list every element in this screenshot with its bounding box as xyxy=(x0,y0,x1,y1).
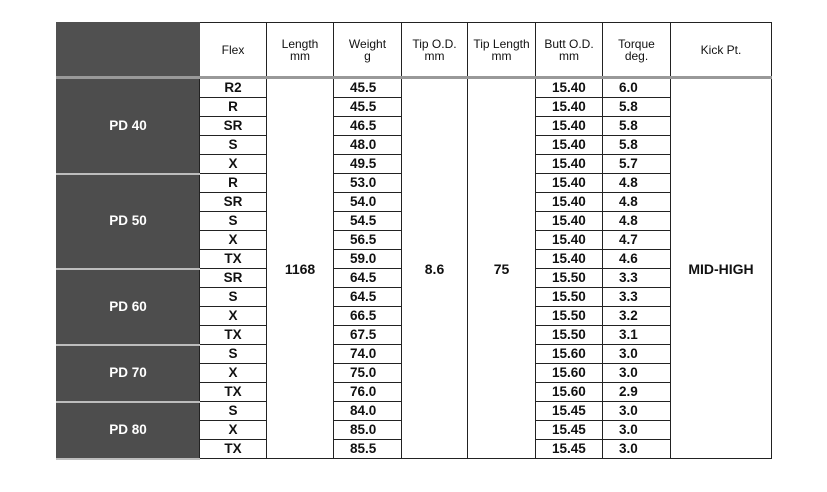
flex-header xyxy=(200,23,267,78)
weight-cell: 85.5 xyxy=(334,440,402,459)
butt-od-cell: 15.40 xyxy=(536,212,603,231)
model-name-cell: PD 50 xyxy=(57,174,200,269)
flex-cell: R xyxy=(200,174,267,193)
butt-od-header xyxy=(536,23,603,78)
butt-od-cell: 15.60 xyxy=(536,383,603,402)
butt-od-cell: 15.45 xyxy=(536,402,603,421)
butt-od-cell: 15.40 xyxy=(536,155,603,174)
flex-cell: X xyxy=(200,307,267,326)
tip-length-header-unit: mm xyxy=(491,48,512,63)
butt-od-cell: 15.60 xyxy=(536,364,603,383)
flex-cell: TX xyxy=(200,250,267,269)
flex-cell: S xyxy=(200,402,267,421)
flex-cell: TX xyxy=(200,383,267,402)
tip-length-header xyxy=(468,23,536,78)
torque-cell: 5.8 xyxy=(603,136,671,155)
weight-cell: 76.0 xyxy=(334,383,402,402)
weight-cell: 64.5 xyxy=(334,288,402,307)
weight-cell: 75.0 xyxy=(334,364,402,383)
flex-cell: X xyxy=(200,231,267,250)
tip-od-cell: 8.6 xyxy=(402,78,468,459)
length-cell: 1168 xyxy=(267,78,334,459)
torque-cell: 3.0 xyxy=(603,345,671,364)
butt-od-cell: 15.40 xyxy=(536,250,603,269)
weight-header xyxy=(334,23,402,78)
weight-cell: 59.0 xyxy=(334,250,402,269)
weight-cell: 48.0 xyxy=(334,136,402,155)
weight-cell: 54.5 xyxy=(334,212,402,231)
table-row xyxy=(57,78,772,98)
flex-cell: R xyxy=(200,98,267,117)
torque-cell: 4.7 xyxy=(603,231,671,250)
torque-cell: 6.0 xyxy=(603,78,671,98)
weight-cell: 53.0 xyxy=(334,174,402,193)
model-header xyxy=(57,23,200,78)
butt-od-cell: 15.50 xyxy=(536,307,603,326)
torque-cell: 5.8 xyxy=(603,98,671,117)
tip-od-header-label: Tip O.D. xyxy=(412,36,457,51)
shaft-spec-table xyxy=(56,22,772,460)
torque-cell: 2.9 xyxy=(603,383,671,402)
flex-cell: S xyxy=(200,212,267,231)
flex-cell: X xyxy=(200,364,267,383)
butt-od-header-unit: mm xyxy=(559,48,579,63)
weight-cell: 66.5 xyxy=(334,307,402,326)
model-name-cell: PD 70 xyxy=(57,345,200,402)
torque-cell: 4.8 xyxy=(603,193,671,212)
weight-cell: 54.0 xyxy=(334,193,402,212)
butt-od-cell: 15.50 xyxy=(536,326,603,345)
tip-od-header-unit: mm xyxy=(424,48,445,63)
flex-cell: SR xyxy=(200,117,267,136)
butt-od-cell: 15.40 xyxy=(536,136,603,155)
weight-cell: 45.5 xyxy=(334,78,402,98)
butt-od-cell: 15.40 xyxy=(536,231,603,250)
length-header-label: Length xyxy=(281,36,319,51)
model-name-cell: PD 60 xyxy=(57,269,200,345)
torque-cell: 3.2 xyxy=(603,307,671,326)
butt-od-cell: 15.50 xyxy=(536,269,603,288)
torque-cell: 3.0 xyxy=(603,440,671,459)
butt-od-cell: 15.40 xyxy=(536,98,603,117)
butt-od-cell: 15.40 xyxy=(536,174,603,193)
torque-cell: 3.0 xyxy=(603,364,671,383)
torque-cell: 3.0 xyxy=(603,402,671,421)
flex-cell: R2 xyxy=(200,78,267,98)
kick-pt-header-label: Kick Pt. xyxy=(700,42,742,57)
weight-cell: 74.0 xyxy=(334,345,402,364)
flex-header-label: Flex xyxy=(221,42,245,57)
tip-od-header xyxy=(402,23,468,78)
weight-cell: 46.5 xyxy=(334,117,402,136)
butt-od-cell: 15.50 xyxy=(536,288,603,307)
torque-header-unit: deg. xyxy=(624,48,649,63)
weight-header-label: Weight xyxy=(348,36,387,51)
butt-od-header-label: Butt O.D. xyxy=(544,36,594,51)
butt-od-cell: 15.45 xyxy=(536,440,603,459)
torque-cell: 3.0 xyxy=(603,421,671,440)
flex-cell: SR xyxy=(200,193,267,212)
flex-cell: TX xyxy=(200,440,267,459)
flex-cell: S xyxy=(200,288,267,307)
torque-cell: 3.3 xyxy=(603,288,671,307)
weight-cell: 84.0 xyxy=(334,402,402,421)
weight-cell: 56.5 xyxy=(334,231,402,250)
butt-od-cell: 15.40 xyxy=(536,193,603,212)
flex-cell: S xyxy=(200,345,267,364)
butt-od-cell: 15.40 xyxy=(536,78,603,98)
model-name-cell: PD 40 xyxy=(57,78,200,174)
length-header-unit: mm xyxy=(290,48,310,63)
flex-cell: X xyxy=(200,155,267,174)
kick-pt-cell: MID-HIGH xyxy=(671,78,772,459)
torque-cell: 5.7 xyxy=(603,155,671,174)
weight-cell: 64.5 xyxy=(334,269,402,288)
torque-header xyxy=(603,23,671,78)
torque-cell: 3.3 xyxy=(603,269,671,288)
model-name-cell: PD 80 xyxy=(57,402,200,459)
butt-od-cell: 15.40 xyxy=(536,117,603,136)
flex-cell: S xyxy=(200,136,267,155)
tip-length-cell: 75 xyxy=(468,78,536,459)
torque-cell: 5.8 xyxy=(603,117,671,136)
butt-od-cell: 15.60 xyxy=(536,345,603,364)
torque-cell: 4.8 xyxy=(603,212,671,231)
weight-cell: 85.0 xyxy=(334,421,402,440)
torque-header-label: Torque xyxy=(618,36,655,51)
weight-cell: 49.5 xyxy=(334,155,402,174)
tip-length-header-label: Tip Length xyxy=(473,36,530,51)
length-header xyxy=(267,23,334,78)
kick-pt-header xyxy=(671,23,772,78)
flex-cell: SR xyxy=(200,269,267,288)
torque-cell: 4.8 xyxy=(603,174,671,193)
weight-cell: 45.5 xyxy=(334,98,402,117)
header-row xyxy=(57,23,772,78)
weight-header-unit: g xyxy=(364,48,371,63)
torque-cell: 4.6 xyxy=(603,250,671,269)
weight-cell: 67.5 xyxy=(334,326,402,345)
flex-cell: TX xyxy=(200,326,267,345)
torque-cell: 3.1 xyxy=(603,326,671,345)
flex-cell: X xyxy=(200,421,267,440)
spec-body xyxy=(57,78,772,459)
butt-od-cell: 15.45 xyxy=(536,421,603,440)
